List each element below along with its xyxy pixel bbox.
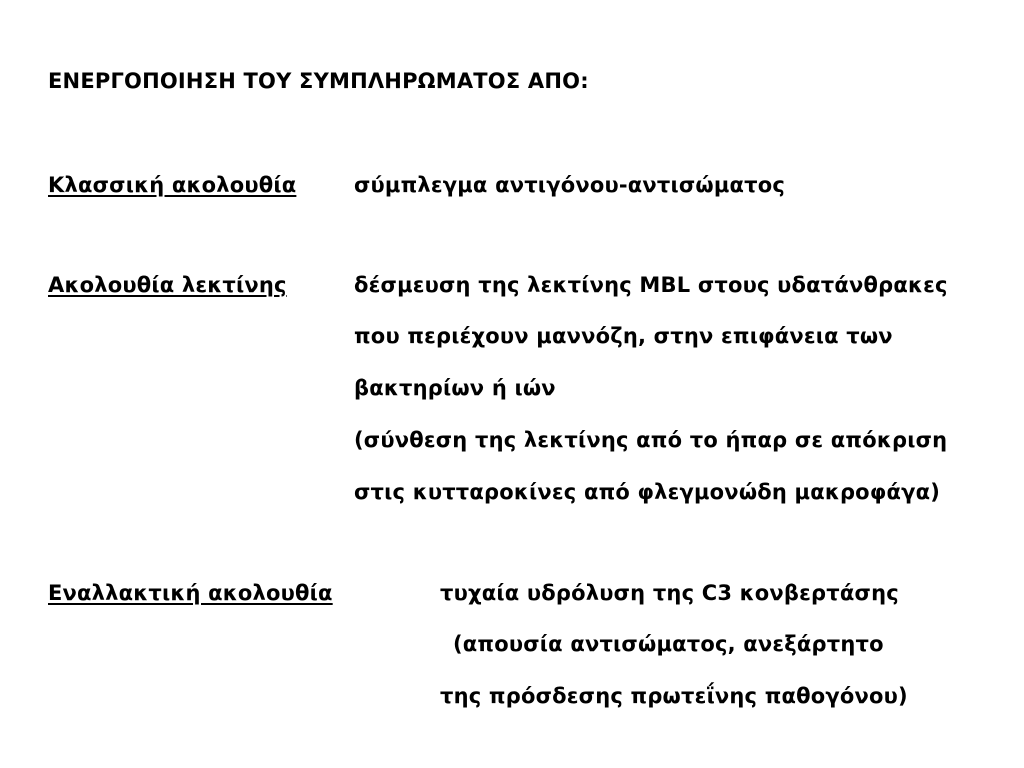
lectin-pathway-line-3: βακτηρίων ή ιών	[354, 376, 556, 400]
alternative-pathway-line-2: (απουσία αντισώματος, ανεξάρτητο	[453, 632, 884, 656]
lectin-pathway-line-4: (σύνθεση της λεκτίνης από το ήπαρ σε απόκριση	[354, 428, 948, 452]
lectin-pathway-line-1: δέσμευση της λεκτίνης MBL στους υδατάνθρακες	[354, 273, 948, 297]
classical-pathway-text: σύμπλεγμα αντιγόνου-αντισώματος	[354, 173, 786, 197]
classical-pathway-label: Κλασσική ακολουθία	[48, 173, 297, 197]
alternative-pathway-label: Εναλλακτική ακολουθία	[48, 581, 333, 605]
lectin-pathway-line-5: στις κυτταροκίνες από φλεγμονώδη μακροφάγα)	[354, 480, 940, 504]
lectin-pathway-line-2: που περιέχουν μαννόζη, στην επιφάνεια των	[354, 324, 893, 348]
alternative-pathway-line-3: της πρόσδεσης πρωτεΐνης παθογόνου)	[440, 684, 908, 708]
slide-title: ΕΝΕΡΓΟΠΟΙΗΣΗ ΤΟΥ ΣΥΜΠΛΗΡΩΜΑΤΟΣ ΑΠΟ:	[48, 69, 589, 93]
alternative-pathway-line-1: τυχαία υδρόλυση της C3 κονβερτάσης	[440, 581, 899, 605]
lectin-pathway-label: Ακολουθία λεκτίνης	[48, 273, 287, 297]
